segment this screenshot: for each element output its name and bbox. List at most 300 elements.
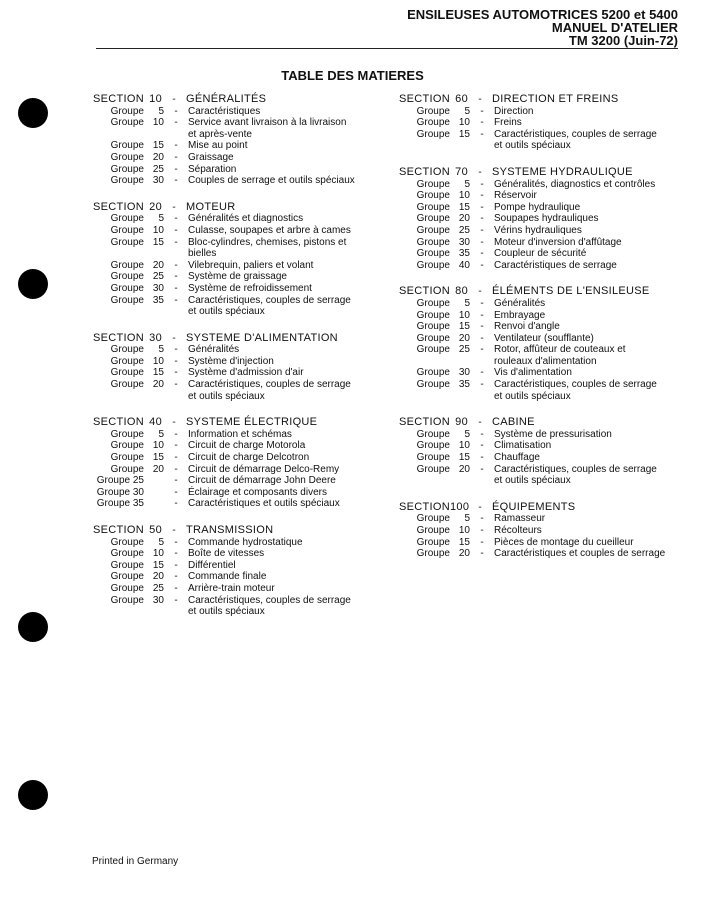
group-number: 10 — [458, 309, 470, 321]
group-label: Groupe — [110, 151, 144, 163]
section-label: SECTION — [399, 165, 450, 178]
toc-section — [398, 286, 688, 402]
group-number: 30 — [152, 282, 164, 294]
toc-section — [398, 167, 688, 271]
separator-dash: - — [174, 344, 178, 356]
group-label: Groupe — [110, 548, 144, 560]
group-entry — [398, 333, 688, 345]
separator-dash: - — [480, 105, 484, 117]
separator-dash: - — [478, 94, 482, 105]
group-label: Groupe — [416, 117, 450, 129]
group-number: 15 — [152, 559, 164, 571]
group-label: Groupe — [110, 163, 144, 175]
separator-dash: - — [480, 525, 484, 536]
separator-dash: - — [174, 582, 178, 594]
separator-dash: - — [478, 417, 482, 429]
group-entry — [92, 271, 382, 283]
group-entry — [92, 571, 382, 583]
group-title: Rotor, affûteur de couteaux et — [494, 344, 626, 356]
section-title: GÉNÉRALITÉS — [186, 93, 267, 105]
toc-section — [398, 502, 688, 560]
section-heading — [398, 502, 688, 514]
group-number — [452, 356, 470, 368]
group-label: Groupe — [416, 525, 450, 536]
group-title: Ventilateur (soufflante) — [494, 332, 594, 344]
group-number: 20 — [458, 213, 470, 225]
group-label: Groupe — [110, 259, 144, 271]
group-number: 15 — [152, 236, 164, 248]
group-title: rouleaux d'alimentation — [494, 355, 597, 367]
group-number: 5 — [158, 105, 164, 117]
group-number: 35 — [458, 248, 470, 260]
group-label: Groupe — [416, 513, 450, 525]
separator-dash: - — [174, 175, 178, 187]
group-label: Groupe — [110, 559, 144, 571]
group-entry — [92, 583, 382, 595]
group-title: Généralités et diagnostics — [188, 213, 304, 225]
group-entry — [92, 548, 382, 560]
section-label: SECTION — [93, 331, 144, 344]
group-label: Groupe — [110, 140, 144, 152]
group-title: Bloc-cylindres, chemises, pistons et — [188, 236, 347, 248]
group-label: Groupe — [416, 452, 450, 464]
group-number: 20 — [458, 463, 470, 475]
group-number — [146, 129, 164, 141]
group-label: Groupe — [416, 548, 450, 560]
separator-dash: - — [174, 452, 178, 464]
group-number: 25 — [152, 271, 164, 283]
group-entry — [398, 117, 688, 129]
group-entry — [92, 237, 382, 249]
separator-dash: - — [174, 536, 178, 548]
group-label: Groupe — [416, 128, 450, 140]
separator-dash — [164, 391, 188, 403]
separator-dash: - — [480, 536, 484, 548]
group-label: Groupe — [110, 594, 144, 606]
group-label: Groupe — [110, 271, 144, 283]
group-entry — [92, 306, 382, 318]
group-title: Caractéristiques de serrage — [494, 259, 617, 271]
separator-dash: - — [174, 282, 178, 294]
section-number: 60 — [455, 93, 468, 105]
separator-dash: - — [480, 190, 484, 202]
group-entry — [92, 560, 382, 572]
group-entry — [398, 429, 688, 441]
section-heading — [398, 286, 688, 298]
separator-dash — [164, 606, 188, 618]
group-entry — [398, 356, 688, 368]
group-entry — [92, 429, 382, 441]
group-title: Vilebrequin, paliers et volant — [188, 259, 314, 271]
separator-dash — [470, 356, 494, 368]
toc-section — [92, 94, 382, 187]
group-entry — [398, 464, 688, 476]
group-number: 5 — [464, 105, 470, 117]
group-label: Groupe — [110, 355, 144, 367]
group-number: 25 — [458, 224, 470, 236]
group-entry — [398, 379, 688, 391]
group-label: Groupe — [110, 452, 144, 464]
separator-dash: - — [174, 548, 178, 560]
section-number: 90 — [455, 416, 468, 429]
group-title: Circuit de charge Delcotron — [188, 452, 310, 464]
group-title: Caractéristiques — [188, 105, 261, 117]
group-number: 10 — [152, 440, 164, 452]
separator-dash: - — [174, 428, 178, 440]
group-number: 20 — [152, 259, 164, 271]
header-line-2: MANUEL D'ATELIER — [551, 20, 678, 35]
section-heading — [92, 94, 382, 106]
group-number: 20 — [458, 332, 470, 344]
group-label: Groupe — [416, 309, 450, 321]
group-entry — [398, 248, 688, 260]
section-label: SECTION — [399, 416, 450, 429]
group-entry — [398, 525, 688, 537]
group-number — [146, 475, 164, 487]
separator-dash: - — [174, 294, 178, 306]
group-entry — [92, 440, 382, 452]
group-label: Groupe — [416, 190, 450, 202]
group-entry — [398, 190, 688, 202]
binder-hole-3 — [18, 612, 48, 642]
toc-section — [92, 333, 382, 403]
group-entry — [92, 213, 382, 225]
separator-dash: - — [172, 332, 176, 344]
group-title: Caractéristiques et outils spéciaux — [188, 498, 340, 510]
group-entry — [398, 321, 688, 333]
group-title: Généralités, diagnostics et contrôles — [494, 178, 656, 190]
group-label: Groupe 30 — [96, 486, 144, 498]
separator-dash: - — [174, 117, 178, 129]
group-number — [146, 498, 164, 510]
group-entry — [398, 367, 688, 379]
group-label: Groupe — [416, 213, 450, 225]
section-label: SECTION — [399, 93, 450, 105]
separator-dash: - — [480, 213, 484, 225]
section-heading — [92, 417, 382, 429]
separator-dash: - — [174, 355, 178, 367]
separator-dash: - — [480, 379, 484, 391]
group-number: 15 — [458, 321, 470, 333]
group-title: Chauffage — [494, 452, 540, 464]
page-title: TABLE DES MATIERES — [281, 68, 424, 83]
group-entry — [398, 225, 688, 237]
group-entry — [92, 164, 382, 176]
group-label — [92, 129, 146, 141]
group-number: 5 — [464, 178, 470, 190]
group-title: et outils spéciaux — [494, 140, 571, 152]
separator-dash: - — [480, 428, 484, 440]
group-label: Groupe — [110, 175, 144, 187]
section-label: SECTION — [93, 416, 144, 429]
group-entry — [398, 548, 688, 560]
group-title: et outils spéciaux — [494, 390, 571, 402]
group-entry — [92, 464, 382, 476]
separator-dash — [164, 306, 188, 318]
separator-dash: - — [480, 463, 484, 475]
group-number: 15 — [458, 128, 470, 140]
group-entry — [398, 140, 688, 152]
separator-dash: - — [478, 286, 482, 298]
group-title: Soupapes hydrauliques — [494, 213, 599, 225]
group-title: Caractéristiques, couples de serrage — [494, 379, 657, 391]
separator-dash: - — [174, 140, 178, 152]
group-label — [92, 391, 146, 403]
group-number: 10 — [458, 117, 470, 129]
group-label: Groupe — [416, 248, 450, 260]
section-title: ÉLÉMENTS DE L'ENSILEUSE — [492, 285, 650, 298]
separator-dash: - — [480, 321, 484, 333]
section-heading — [398, 94, 688, 106]
group-label: Groupe — [416, 332, 450, 344]
separator-dash — [470, 391, 494, 403]
group-title: Caractéristiques, couples de serrage — [494, 463, 657, 475]
group-title: Circuit de démarrage Delco-Remy — [188, 463, 340, 475]
group-title: Vérins hydrauliques — [494, 224, 582, 236]
group-title: Vis d'alimentation — [494, 367, 572, 379]
group-label: Groupe — [110, 536, 144, 548]
group-title: et outils spéciaux — [188, 390, 265, 402]
group-title: Circuit de charge Motorola — [188, 440, 306, 452]
group-title: et outils spéciaux — [494, 475, 571, 487]
group-entry — [92, 498, 382, 510]
group-title: Freins — [494, 117, 522, 129]
group-entry — [92, 129, 382, 141]
group-number: 20 — [152, 151, 164, 163]
group-title: Séparation — [188, 163, 237, 175]
section-number: 30 — [149, 331, 162, 344]
group-number: 10 — [458, 440, 470, 452]
group-entry — [92, 117, 382, 129]
toc-section — [92, 525, 382, 618]
group-number: 20 — [152, 571, 164, 583]
group-entry — [398, 391, 688, 403]
footer-note: Printed in Germany — [92, 856, 179, 867]
separator-dash: - — [174, 151, 178, 163]
group-entry — [398, 129, 688, 141]
group-entry — [398, 260, 688, 272]
separator-dash: - — [172, 417, 176, 429]
group-entry — [92, 606, 382, 618]
toc-section — [398, 417, 688, 487]
group-number: 30 — [152, 594, 164, 606]
section-number: 50 — [149, 524, 162, 536]
group-title: Système de pressurisation — [494, 428, 612, 440]
group-entry — [92, 225, 382, 237]
group-number: 10 — [152, 548, 164, 560]
group-title: Climatisation — [494, 440, 552, 452]
header-line-3: TM 3200 (Juin-72) — [568, 33, 678, 48]
separator-dash: - — [480, 548, 484, 560]
group-entry — [92, 106, 382, 118]
group-label: Groupe — [110, 367, 144, 379]
separator-dash: - — [174, 463, 178, 475]
group-title: Direction — [494, 105, 534, 117]
group-entry — [398, 298, 688, 310]
group-label: Groupe — [416, 297, 450, 309]
group-title: Système d'injection — [188, 355, 274, 367]
group-entry — [398, 202, 688, 214]
group-number — [146, 306, 164, 318]
section-number: 80 — [455, 285, 468, 298]
group-entry — [398, 213, 688, 225]
group-label: Groupe — [110, 117, 144, 129]
group-title: Embrayage — [494, 309, 546, 321]
group-number: 5 — [158, 213, 164, 225]
group-title: Différentiel — [188, 559, 236, 571]
separator-dash: - — [478, 501, 482, 513]
separator-dash: - — [172, 525, 176, 536]
group-number: 5 — [158, 344, 164, 356]
separator-dash: - — [480, 452, 484, 464]
group-label: Groupe — [416, 344, 450, 356]
group-title: Caractéristiques, couples de serrage — [188, 379, 351, 391]
separator-dash: - — [480, 117, 484, 129]
group-number — [146, 487, 164, 499]
section-heading — [92, 202, 382, 214]
header-line-1: ENSILEUSES AUTOMOTRICES 5200 et 5400 — [407, 7, 678, 22]
group-label: Groupe — [416, 236, 450, 248]
section-number: 40 — [149, 416, 162, 429]
group-title: Caractéristiques, couples de serrage — [188, 594, 351, 606]
section-number: 100 — [450, 500, 470, 513]
section-number: 10 — [149, 93, 162, 105]
separator-dash: - — [174, 486, 178, 498]
binder-hole-1 — [18, 98, 48, 128]
separator-dash: - — [174, 498, 178, 510]
group-label: Groupe — [110, 463, 144, 475]
group-label: Groupe — [110, 582, 144, 594]
group-number: 15 — [152, 140, 164, 152]
separator-dash: - — [480, 201, 484, 213]
group-label: Groupe — [110, 224, 144, 236]
group-title: Couples de serrage et outils spéciaux — [188, 175, 355, 187]
group-number: 10 — [458, 190, 470, 202]
section-title: MOTEUR — [186, 200, 236, 213]
separator-dash: - — [172, 94, 176, 105]
separator-dash: - — [480, 236, 484, 248]
group-number — [452, 475, 470, 487]
separator-dash: - — [174, 163, 178, 175]
separator-dash: - — [174, 571, 178, 583]
group-entry — [92, 344, 382, 356]
group-label: Groupe — [416, 105, 450, 117]
group-entry — [398, 310, 688, 322]
separator-dash: - — [478, 166, 482, 178]
group-number: 30 — [458, 367, 470, 379]
section-title: CABINE — [492, 416, 535, 429]
group-number: 20 — [152, 463, 164, 475]
group-number — [452, 391, 470, 403]
group-number: 15 — [458, 452, 470, 464]
group-entry — [398, 513, 688, 525]
group-title: Renvoi d'angle — [494, 321, 560, 333]
group-number: 25 — [458, 344, 470, 356]
toc-left-column — [92, 94, 382, 633]
group-number: 35 — [152, 294, 164, 306]
group-number: 35 — [458, 379, 470, 391]
group-number: 40 — [458, 259, 470, 271]
separator-dash: - — [174, 367, 178, 379]
group-label: Groupe — [416, 428, 450, 440]
section-number: 70 — [455, 165, 468, 178]
group-label: Groupe 25 — [96, 475, 144, 487]
group-title: Caractéristiques, couples de serrage — [494, 128, 657, 140]
separator-dash: - — [480, 309, 484, 321]
separator-dash: - — [174, 105, 178, 117]
group-number: 30 — [458, 236, 470, 248]
group-label — [398, 356, 452, 368]
group-number — [146, 248, 164, 260]
section-heading — [92, 333, 382, 345]
group-label: Groupe — [416, 367, 450, 379]
group-number: 5 — [158, 536, 164, 548]
group-number — [452, 140, 470, 152]
section-heading — [92, 525, 382, 537]
group-number: 5 — [464, 428, 470, 440]
group-title: et après-vente — [188, 128, 252, 140]
group-number: 5 — [158, 428, 164, 440]
separator-dash: - — [174, 379, 178, 391]
group-entry — [398, 237, 688, 249]
separator-dash: - — [174, 440, 178, 452]
group-title: Pompe hydraulique — [494, 201, 581, 213]
group-label — [92, 248, 146, 260]
group-title: Système de refroidissement — [188, 282, 312, 294]
separator-dash: - — [172, 201, 176, 213]
separator-dash: - — [174, 475, 178, 487]
separator-dash: - — [480, 128, 484, 140]
group-label: Groupe — [110, 344, 144, 356]
group-label: Groupe — [110, 571, 144, 583]
group-entry — [92, 452, 382, 464]
group-number: 5 — [464, 513, 470, 525]
toc-right-column — [398, 94, 688, 575]
separator-dash — [470, 140, 494, 152]
group-label — [398, 391, 452, 403]
group-label — [92, 606, 146, 618]
separator-dash: - — [480, 367, 484, 379]
separator-dash: - — [174, 594, 178, 606]
header-rule — [96, 48, 678, 49]
group-title: Coupleur de sécurité — [494, 248, 587, 260]
separator-dash: - — [174, 224, 178, 236]
group-title: Service avant livraison à la livraison — [188, 117, 347, 129]
group-label: Groupe — [416, 379, 450, 391]
separator-dash — [470, 475, 494, 487]
section-title: ÉQUIPEMENTS — [492, 500, 576, 513]
group-title: Graissage — [188, 151, 234, 163]
group-title: Commande hydrostatique — [188, 536, 303, 548]
group-entry — [398, 475, 688, 487]
section-title: SYSTEME ÉLECTRIQUE — [186, 416, 318, 429]
group-title: Mise au point — [188, 140, 248, 152]
group-label: Groupe — [416, 178, 450, 190]
section-title: SYSTEME D'ALIMENTATION — [186, 331, 338, 344]
separator-dash: - — [174, 559, 178, 571]
separator-dash: - — [174, 213, 178, 225]
group-title: Boîte de vitesses — [188, 548, 265, 560]
section-label: SECTION — [399, 500, 450, 513]
section-label: SECTION — [399, 285, 450, 298]
section-heading — [398, 417, 688, 429]
section-label: SECTION — [93, 200, 144, 213]
group-label: Groupe — [416, 463, 450, 475]
group-label: Groupe — [110, 236, 144, 248]
group-label: Groupe — [110, 105, 144, 117]
group-number: 5 — [464, 297, 470, 309]
group-label — [398, 140, 452, 152]
